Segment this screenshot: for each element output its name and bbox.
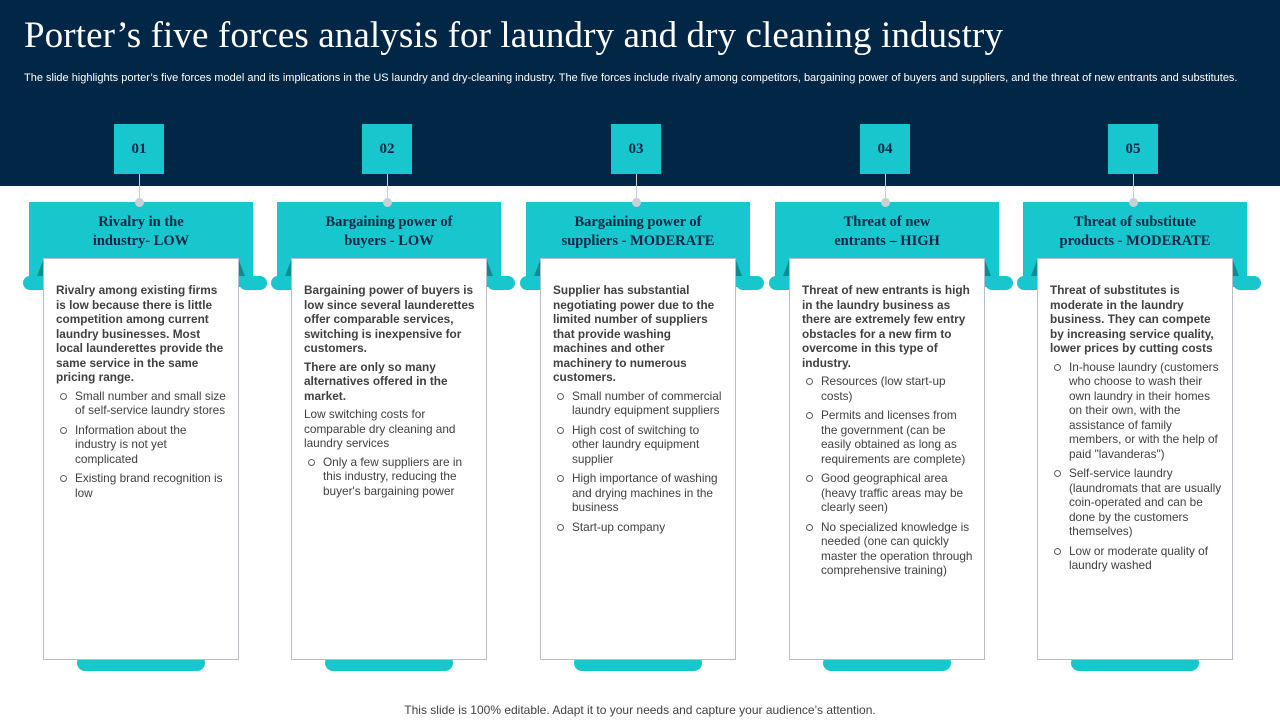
connector-dot	[383, 198, 392, 207]
force-bullet: Small number and small size of self-service laundry stores	[56, 389, 228, 418]
force-title-line: industry- LOW	[92, 233, 190, 249]
force-number-badge: 05	[1108, 124, 1158, 174]
force-bullet: Information about the industry is not yet complicated	[56, 423, 228, 467]
force-title	[775, 213, 999, 251]
force-title-line: Rivalry in the	[98, 214, 184, 230]
force-bullet: Low or moderate quality of laundry washed	[1050, 544, 1222, 573]
force-bullet: High importance of washing and drying machines in the business	[553, 471, 725, 515]
force-bullet-list	[56, 389, 228, 501]
force-title-line: suppliers - MODERATE	[561, 233, 715, 249]
force-lead-text: There are only so many alternatives offered in the market.	[304, 359, 448, 403]
force-bullet-list	[1050, 360, 1222, 573]
force-title-line: products - MODERATE	[1059, 233, 1211, 249]
force-title	[1023, 213, 1247, 251]
force-number-badge: 04	[860, 124, 910, 174]
connector-dot	[632, 198, 641, 207]
banner-fold-right	[735, 258, 742, 276]
page-title: Porter’s five forces analysis for laundry and dry cleaning industry	[24, 15, 1004, 56]
force-column	[277, 0, 509, 700]
force-bullet: In-house laundry (customers who choose to wash their own laundry in their homes on their own, with the assistance of family members, or with the help of paid "lavanderas")	[1050, 360, 1222, 462]
banner-fold-right	[238, 258, 245, 276]
force-title-line: Threat of substitute	[1073, 214, 1197, 230]
force-bullet: Self-service laundry (laundromats that are usually coin-operated and can be done by the customers themselves)	[1050, 466, 1222, 539]
force-title-line: buyers - LOW	[344, 233, 434, 249]
force-bullet-list	[553, 389, 725, 535]
force-bullet: Small number of commercial laundry equipment suppliers	[553, 389, 725, 418]
force-lead-text: Threat of substitutes is moderate in the laundry business. They can compete by increasing service quality, lower prices by cutting costs	[1050, 283, 1214, 355]
force-column	[526, 0, 758, 700]
force-column	[775, 0, 1007, 700]
force-column	[1023, 0, 1255, 700]
page-subtitle: The slide highlights porter’s five forces model and its implications in the US laundry and dry-cleaning industry. The five forces include rivalry among competitors, bargaining power of buyers and suppliers, and the threat of new entrants and substitutes.	[24, 72, 1238, 84]
force-bullet: Existing brand recognition is low	[56, 471, 228, 500]
force-title-line: Bargaining power of	[574, 214, 702, 230]
banner-fold-right	[1232, 258, 1239, 276]
force-number-badge: 02	[362, 124, 412, 174]
force-title	[526, 213, 750, 251]
force-card	[291, 258, 487, 660]
force-bullet: No specialized knowledge is needed (one can quickly master the operation through comprehensive training)	[802, 520, 974, 578]
banner-fold-right	[486, 258, 493, 276]
force-title	[277, 213, 501, 251]
force-bullet-list	[304, 455, 476, 499]
force-number-badge: 03	[611, 124, 661, 174]
force-card	[540, 258, 736, 660]
banner-fold-right	[984, 258, 991, 276]
connector-dot	[135, 198, 144, 207]
force-lead-text: Threat of new entrants is high in the laundry business as there are extremely few entry obstacles for a new firm to overcome in this type of industry.	[802, 283, 970, 370]
force-bullet: Good geographical area (heavy traffic areas may be clearly seen)	[802, 471, 974, 515]
force-card	[43, 258, 239, 660]
force-card	[789, 258, 985, 660]
force-lead-text: Supplier has substantial negotiating power due to the limited number of suppliers that provide washing machines and other machinery to numerous customers.	[553, 283, 715, 384]
force-lead-text: Bargaining power of buyers is low since several launderettes offer comparable services, switching is inexpensive for customers.	[304, 283, 475, 355]
force-bullet: Start-up company	[553, 520, 725, 535]
force-title-line: Bargaining power of	[325, 214, 453, 230]
force-card	[1037, 258, 1233, 660]
force-bullet: High cost of switching to other laundry equipment supplier	[553, 423, 725, 467]
force-bullet: Only a few suppliers are in this industry, reducing the buyer's bargaining power	[304, 455, 476, 499]
connector-dot	[1129, 198, 1138, 207]
force-column	[29, 0, 261, 700]
force-note-text: Low switching costs for comparable dry cleaning and laundry services	[304, 407, 456, 450]
force-title-line: Threat of new	[843, 214, 931, 230]
connector-dot	[881, 198, 890, 207]
force-lead-text: Rivalry among existing firms is low because there is little competition among current laundry businesses. Most local launderettes provide the same service in the same pricing range.	[56, 283, 224, 384]
force-bullet: Resources (low start-up costs)	[802, 374, 974, 403]
force-title-line: entrants – HIGH	[834, 233, 940, 249]
force-title	[29, 213, 253, 251]
force-bullet-list	[802, 374, 974, 578]
force-bullet: Permits and licenses from the government (can be easily obtained as long as requirements are complete)	[802, 408, 974, 466]
footer-note: This slide is 100% editable. Adapt it to your needs and capture your audience’s attention.	[404, 703, 876, 717]
force-number-badge: 01	[114, 124, 164, 174]
